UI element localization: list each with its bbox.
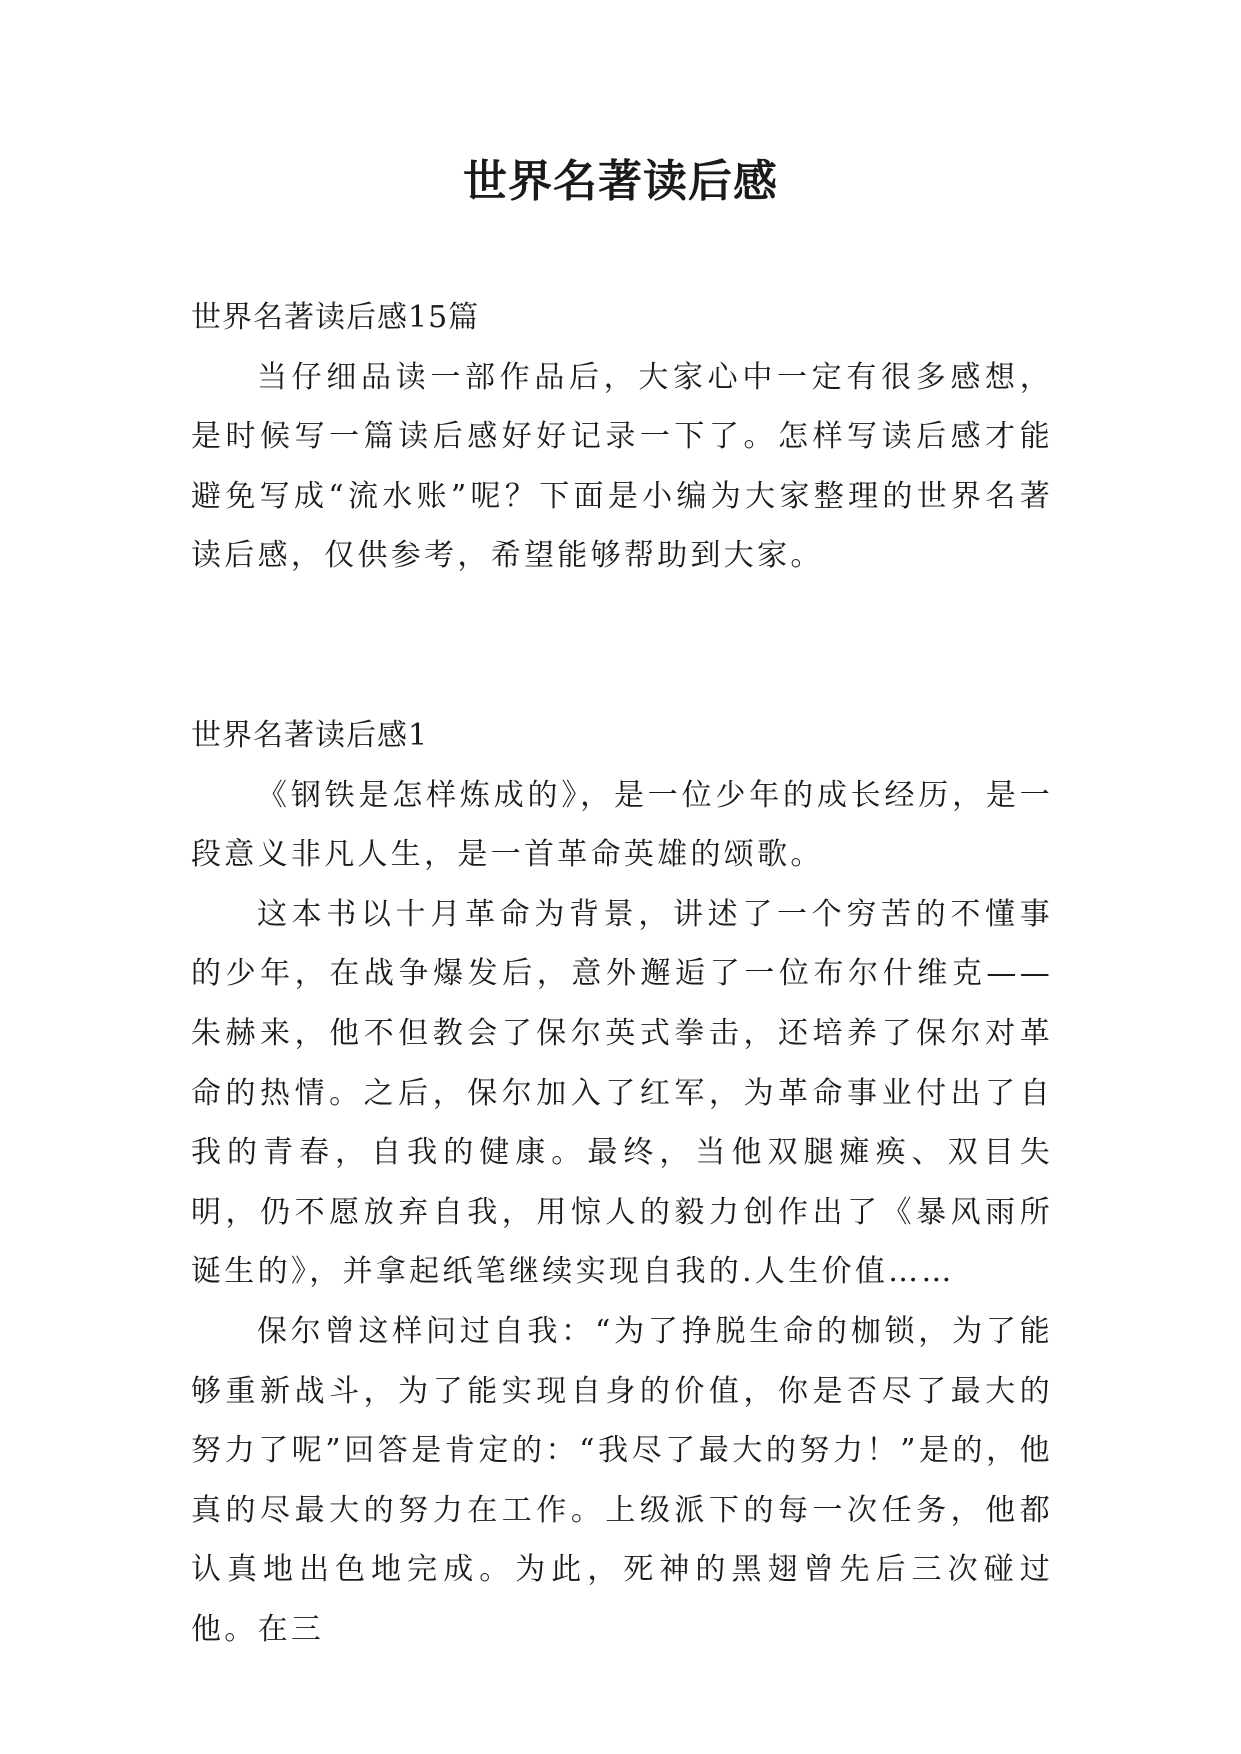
intro-heading: 世界名著读后感15篇: [191, 300, 480, 335]
section-spacer: [191, 586, 1053, 706]
document-title: 世界名著读后感: [463, 156, 778, 207]
body-paragraph: 《钢铁是怎样炼成的》，是一位少年的成长经历，是一段意义非凡人生，是一首革命英雄的颂歌。: [191, 777, 1053, 873]
section-heading: 世界名著读后感1: [191, 717, 429, 753]
intro-paragraph: 当仔细品读一部作品后，大家心中一定有很多感想，是时候写一篇读后感好好记录一下了。怎样写读后感才能避免写成“流水账”呢？下面是小编为大家整理的世界名著读后感，仅供参考，希望能够帮助到大家。: [191, 359, 1053, 574]
body-paragraph: 保尔曾这样问过自我：“为了挣脱生命的枷锁，为了能够重新战斗，为了能实现自身的价值，你是否尽了最大的努力了呢”回答是肯定的：“我尽了最大的努力！”是的，他真的尽最大的努力在工作。上级派下的每一次任务，他都认真地出色地完成。为此，死神的黑翅曾先后三次碰过他。在三: [191, 1313, 1053, 1647]
document-body: [191, 288, 1053, 1659]
body-paragraph: 这本书以十月革命为背景，讲述了一个穷苦的不懂事的少年，在战争爆发后，意外邂逅了一位布尔什维克——朱赫来，他不但教会了保尔英式拳击，还培养了保尔对革命的热情。之后，保尔加入了红军，为革命事业付出了自我的青春，自我的健康。最终，当他双腿瘫痪、双目失明，仍不愿放弃自我，用惊人的毅力创作出了《暴风雨所诞生的》，并拿起纸笔继续实现自我的.人生价值……: [191, 896, 1053, 1290]
